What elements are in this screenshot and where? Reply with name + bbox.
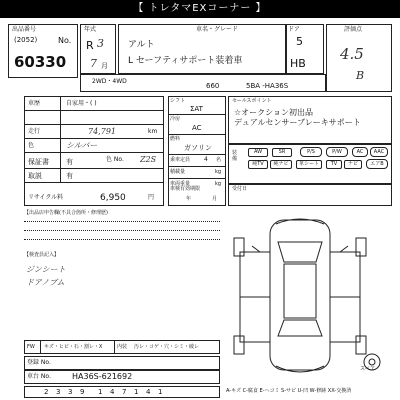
door-value: 5 bbox=[296, 35, 303, 48]
sales-point-label: セールスポイント bbox=[232, 98, 272, 104]
seq-digit-0: 2 bbox=[44, 388, 49, 396]
info-table bbox=[24, 96, 164, 206]
weight-unit: kg bbox=[215, 181, 222, 187]
car-history-value: 自家用・( ) bbox=[66, 100, 97, 107]
inspection-month: 月 bbox=[212, 196, 218, 202]
mirror-left bbox=[252, 246, 260, 252]
fuel-value: ガソリン bbox=[184, 144, 212, 152]
manual-value: 有 bbox=[66, 172, 73, 180]
shift-label: シフト bbox=[170, 98, 186, 104]
load-label: 積載量 bbox=[170, 169, 186, 175]
year-month-unit: 月 bbox=[101, 62, 108, 70]
wheel-front-right bbox=[356, 238, 366, 256]
wheel-front-left bbox=[234, 238, 244, 256]
sales-point-line1: ☆オークション初出品 bbox=[234, 108, 314, 117]
reg-row bbox=[24, 356, 220, 370]
equip-oem-tv: 純TV bbox=[248, 160, 268, 169]
inspection-year: 年 bbox=[186, 196, 192, 202]
manual-label: 取説 bbox=[28, 172, 42, 180]
equip-ac: AC bbox=[352, 147, 368, 157]
equip-aac: AAC bbox=[370, 147, 388, 157]
chassis-value: HA36S-621692 bbox=[72, 372, 133, 381]
seq-digit-3: 9 bbox=[80, 388, 85, 396]
equipment-label: 装備 bbox=[232, 150, 238, 162]
model-code: 5BA -HA36S bbox=[246, 82, 289, 90]
capacity-unit: 名 bbox=[216, 157, 222, 163]
load-unit: kg bbox=[215, 169, 222, 175]
mirror-right bbox=[340, 246, 348, 252]
car-history-label: 車歴 bbox=[28, 100, 41, 107]
door-label: ドア bbox=[288, 26, 300, 33]
reg-label: 登録 No. bbox=[27, 359, 51, 366]
capacity-label: 乗車定員 bbox=[170, 157, 191, 163]
roof bbox=[284, 264, 316, 318]
lot-number: 60330 bbox=[14, 53, 67, 71]
mileage-value: 74,791 bbox=[88, 127, 116, 136]
reception-label: 受付日 bbox=[232, 186, 248, 192]
score-value: 4.5 bbox=[340, 45, 364, 63]
reception-box bbox=[228, 184, 392, 206]
body-shape: HB bbox=[290, 57, 306, 70]
shift-value: ΣAT bbox=[190, 105, 203, 113]
weight-label: 車両重量 bbox=[170, 181, 191, 187]
equip-aw: AW bbox=[248, 148, 268, 157]
windshield bbox=[278, 242, 322, 262]
equip-oem-navi: 純ナビ bbox=[270, 160, 292, 169]
year-month: 7 bbox=[90, 57, 97, 70]
car-name-label: 車名・グレード bbox=[196, 26, 239, 33]
color-value: シルバー bbox=[66, 141, 98, 150]
seq-digit-5: 4 bbox=[110, 388, 115, 396]
warranty-label: 保証書 bbox=[28, 158, 49, 166]
fuel-label: 燃料 bbox=[170, 136, 181, 142]
seq-digit-1: 3 bbox=[56, 388, 61, 396]
lot-circle: (2052) bbox=[14, 36, 38, 44]
year-value: 3 bbox=[97, 37, 104, 50]
seq-digit-2: 3 bbox=[68, 388, 73, 396]
fw-label: FW bbox=[27, 344, 35, 350]
ac-label: 冷房 bbox=[170, 116, 181, 122]
sales-point-line2: デュアルセンサーブレーキサポート bbox=[234, 118, 361, 127]
wheel-rear-left bbox=[234, 336, 244, 354]
equip-ps: P/S bbox=[300, 147, 322, 157]
seq-digit-7: 1 bbox=[134, 388, 139, 396]
ac-value: AC bbox=[192, 124, 202, 132]
rear-glass bbox=[278, 320, 322, 336]
mileage-unit: km bbox=[148, 128, 158, 135]
spare-tire-hub bbox=[369, 359, 375, 365]
score-label: 評価点 bbox=[344, 26, 363, 33]
wheel-rear-right bbox=[356, 336, 366, 354]
car-name: アルト bbox=[128, 40, 155, 50]
seq-digit-4: 1 bbox=[98, 388, 103, 396]
equip-tv: TV bbox=[326, 160, 342, 169]
inspector-note-1: ジンシート bbox=[26, 265, 66, 274]
lot-number-label: 出品番号 bbox=[12, 26, 37, 33]
warranty-value: 有 bbox=[66, 158, 73, 166]
recycle-label: リサイクル料 bbox=[28, 194, 64, 201]
seq-digit-6: 7 bbox=[122, 388, 127, 396]
corner-banner: 【 トレタマEXコーナー 】 bbox=[0, 0, 400, 18]
damage-legend: A-キズ C-腐食 E-ヘコミ S-サビ U-凹 W-修跡 XX-交換済 bbox=[226, 388, 352, 394]
recycle-value: 6,950 bbox=[100, 193, 126, 203]
seq-digit-9: 1 bbox=[158, 388, 163, 396]
drive-type: 2WD・4WD bbox=[92, 78, 127, 85]
color-code-label: 色 No. bbox=[106, 156, 124, 163]
interior-note-label: 内装 bbox=[117, 344, 128, 350]
engine-cc: 660 bbox=[206, 82, 220, 90]
disclaimer-note: 【出品店申告欄(不具合箇所・修理歴) bbox=[24, 210, 108, 216]
color-code-value: Z2S bbox=[140, 155, 157, 164]
rear-bumper bbox=[276, 366, 324, 372]
year-era: R bbox=[86, 39, 94, 52]
equip-sr: SR bbox=[272, 148, 292, 157]
mileage-label: 走行 bbox=[28, 128, 41, 135]
interior-note-value: 汚レ・コゲ・穴・シミ・破レ bbox=[134, 344, 200, 350]
lot-no-mark: No. bbox=[58, 36, 72, 45]
color-label: 色 bbox=[28, 142, 35, 149]
year-label: 年式 bbox=[84, 26, 97, 33]
inspector-note-2: ドアノブム bbox=[26, 278, 65, 287]
equip-leather: 革シート bbox=[296, 160, 322, 169]
fw-value: キズ・ヒビ・石・割レ・X bbox=[44, 344, 103, 350]
equip-airbag: エアB bbox=[366, 159, 388, 169]
capacity-value: 4 bbox=[204, 156, 208, 163]
chassis-label: 車台 No. bbox=[27, 373, 51, 380]
inspector-label: 【検査員記入】 bbox=[24, 252, 60, 258]
spare-label: スペア bbox=[360, 366, 376, 372]
equip-pw: P/W bbox=[326, 147, 348, 157]
car-grade: L セーフティサポート装着車 bbox=[128, 56, 243, 66]
equip-navi: ナビ bbox=[344, 160, 362, 169]
inspection-label: 車検有効期限 bbox=[170, 186, 201, 192]
interior-score: B bbox=[356, 69, 365, 82]
seq-digit-8: 4 bbox=[146, 388, 151, 396]
recycle-unit: 円 bbox=[148, 194, 155, 201]
car-damage-diagram bbox=[220, 212, 390, 380]
